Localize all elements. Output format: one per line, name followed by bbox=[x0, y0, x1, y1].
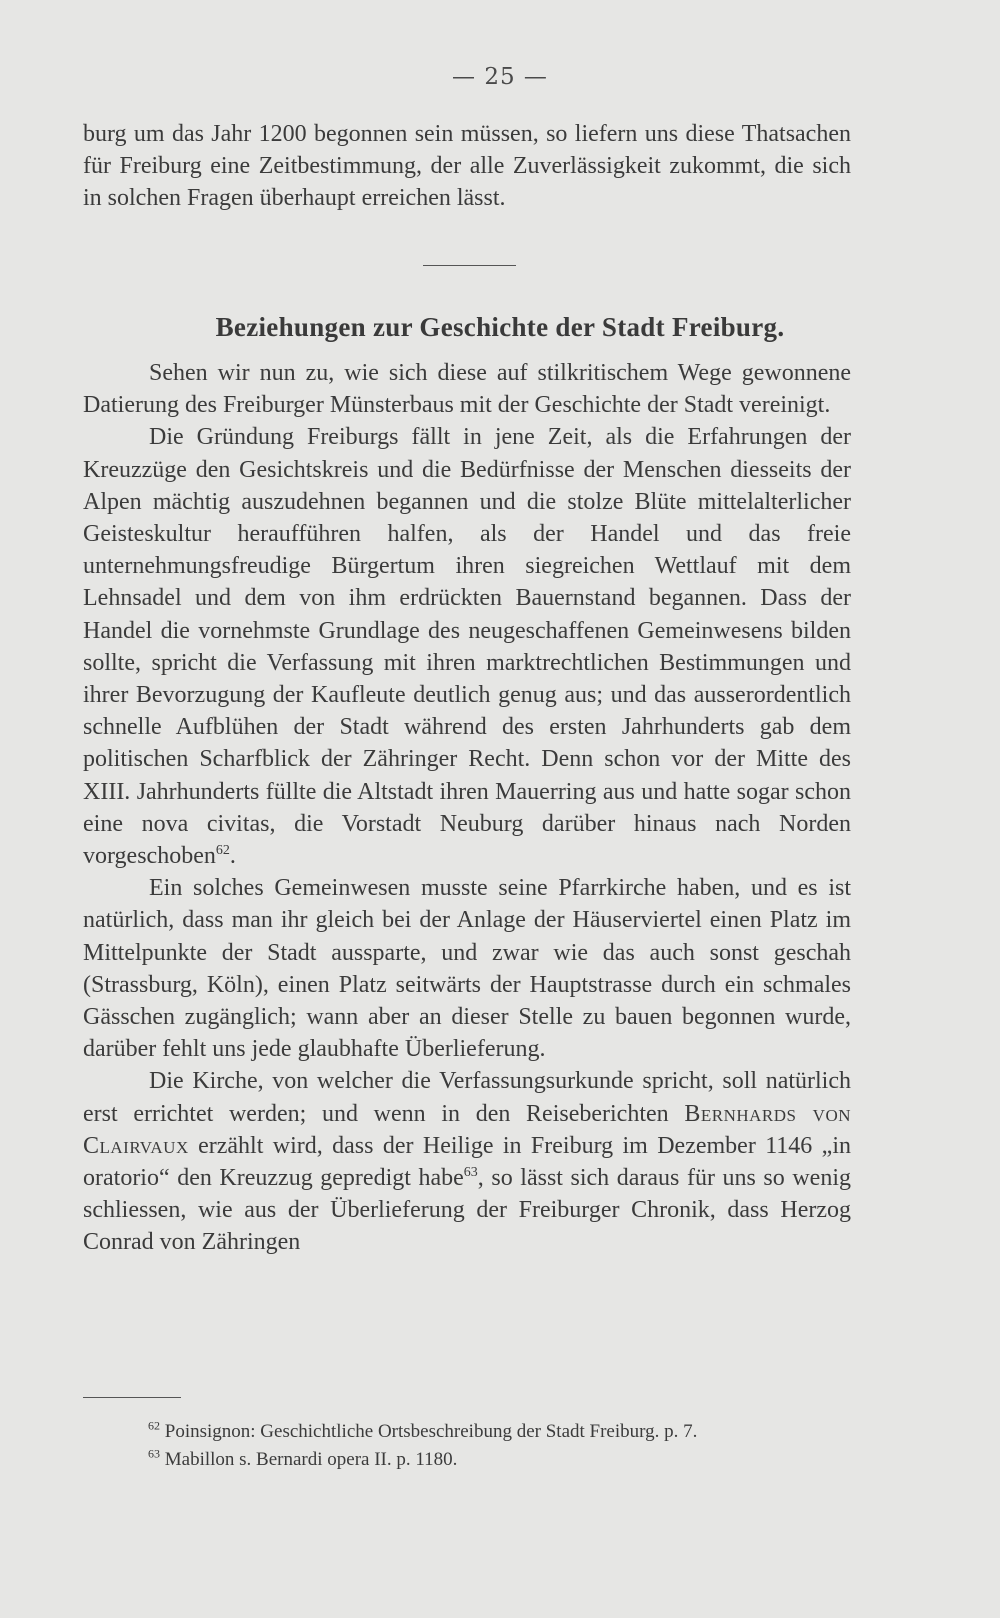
paragraph-2-end: . bbox=[229, 843, 236, 870]
footnote-62 bbox=[148, 1418, 858, 1446]
paragraph-4-text-a: Die Kirche, von welcher die Verfassungsurkunde spricht, soll natürlich erst errichtet werden; und wenn in den Reiseberichten bbox=[83, 1068, 851, 1127]
page-number: — 25 — bbox=[452, 64, 548, 90]
body-text-block bbox=[83, 357, 851, 1259]
footnote-text: Poinsignon: Geschichtliche Ortsbeschreibung der Stadt Freiburg. p. 7. bbox=[160, 1421, 698, 1442]
intro-text-block bbox=[83, 118, 851, 215]
intro-paragraph: burg um das Jahr 1200 begonnen sein müssen, so liefern uns diese Thatsachen für Freiburg eine Zeitbestimmung, der alle Zuverlässigkeit zukommt, die sich in solchen Fragen überhaupt erreichen lässt. bbox=[83, 121, 851, 212]
footnote-mark: 63 bbox=[148, 1446, 160, 1461]
paragraph-4-text-b: erzählt wird, dass der Heilige in Freiburg im Dezember 1146 „in oratorio“ den Kreuzzug gepredigt habe bbox=[83, 1132, 851, 1192]
footnote-ref-63: 63 bbox=[463, 1165, 478, 1181]
paragraph-2 bbox=[83, 421, 851, 872]
footnote-rule bbox=[83, 1397, 181, 1398]
paragraph-4-text-c: , so lässt sich daraus für uns so wenig schliessen, wie aus der Überlieferung der Freiburger Chronik, dass Herzog Conrad von Zähringen bbox=[83, 1165, 852, 1256]
author-name-smallcaps: Bernhards von Clairvaux bbox=[83, 1100, 851, 1159]
footnote-text: Mabillon s. Bernardi opera II. p. 1180. bbox=[160, 1449, 458, 1470]
paragraph-1: Sehen wir nun zu, wie sich diese auf stilkritischem Wege gewonnene Datierung des Freiburger Münsterbaus mit der Geschichte der Stadt vereinigt. bbox=[83, 360, 851, 419]
section-heading: Beziehungen zur Geschichte der Stadt Freiburg. bbox=[215, 312, 785, 342]
footnote-63 bbox=[148, 1446, 858, 1474]
section-divider bbox=[423, 265, 516, 266]
footnote-mark: 62 bbox=[148, 1418, 160, 1433]
paragraph-2-text: Die Gründung Freiburgs fällt in jene Zeit, als die Erfahrungen der Kreuzzüge den Gesichtskreis und die Bedürfnisse der Menschen diesseits der Alpen mächtig auszudehnen begannen und die stolze Blüte mittelalterlicher Geisteskultur heraufführen halfen, als der Handel und das freie unternehmungsfreudige Bürgertum ihren siegreichen Wettlauf mit dem Lehnsadel und dem von ihm erdrückten Bauernstand begannen. Dass der Handel die vornehmste Grundlage des neugeschaffenen Gemeinwesens bilden sollte, spricht die Verfassung mit ihren marktrechtlichen Bestimmungen und ihrer Bevorzugung der Kaufleute deutlich genug aus; und das ausserordentlich schnelle Aufblühen der Stadt während des ersten Jahrhunderts gab dem politischen Scharfblick der Zähringer Recht. Denn schon vor der Mitte des XIII. Jahrhunderts füllte die Altstadt ihren Mauerring aus und hatte sogar schon eine nova civitas, die Vorstadt Neuburg darüber hinaus nach Norden vorgeschoben bbox=[83, 424, 851, 870]
footnote-ref-62: 62 bbox=[215, 843, 230, 859]
footnotes bbox=[148, 1418, 858, 1474]
paragraph-4 bbox=[83, 1065, 851, 1258]
paragraph-3: Ein solches Gemeinwesen musste seine Pfarrkirche haben, und es ist natürlich, dass man ihr gleich bei der Anlage der Häuserviertel einen Platz im Mittelpunkte der Stadt aussparte, und zwar wie das auch sonst geschah (Strassburg, Köln), einen Platz seitwärts der Hauptstrasse durch ein schmales Gässchen zugänglich; wann aber an dieser Stelle zu bauen begonnen wurde, darüber fehlt uns jede glaubhafte Überlieferung. bbox=[83, 875, 851, 1063]
